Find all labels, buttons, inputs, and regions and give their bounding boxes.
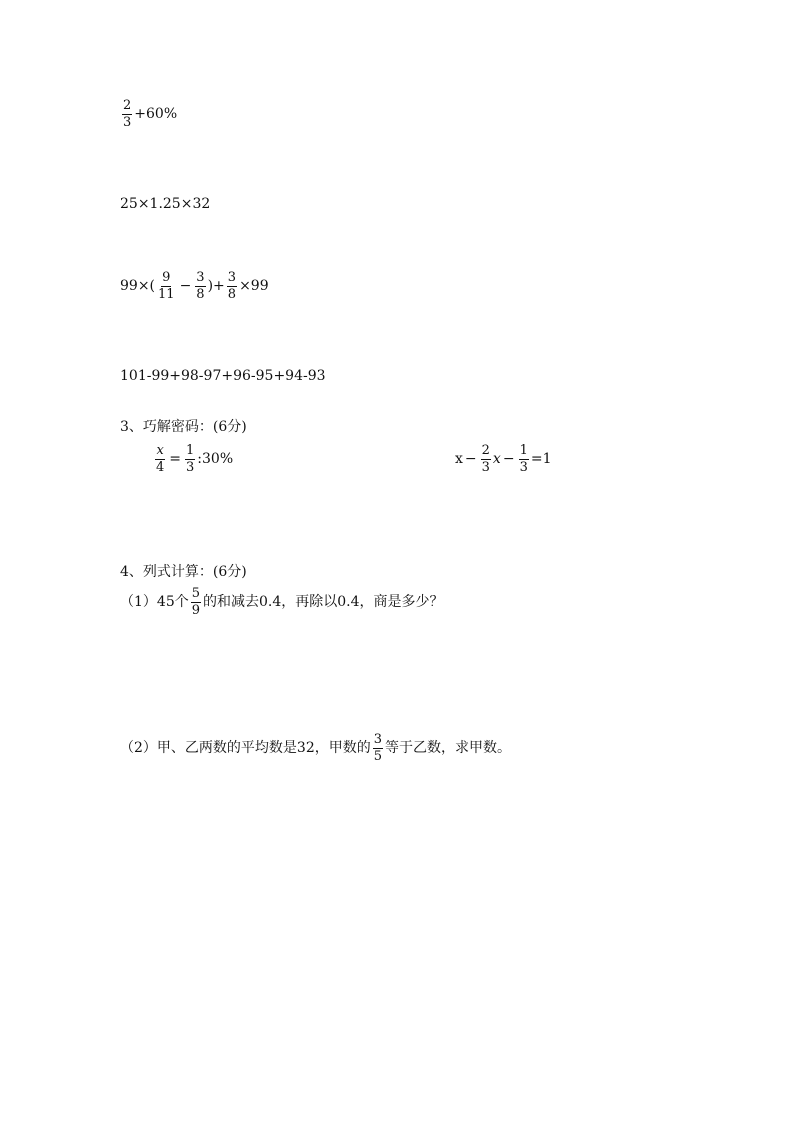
equation-1 xyxy=(153,444,233,474)
question-text: 等于乙数，求甲数。 xyxy=(385,740,512,757)
fraction-denominator: 9 xyxy=(191,602,201,618)
expression-text: 99×( xyxy=(120,278,156,295)
fraction-numerator: 3 xyxy=(196,270,205,285)
heading-text: 3、巧解密码：(6分) xyxy=(120,419,247,435)
fraction-denominator: 3 xyxy=(123,114,132,130)
fraction xyxy=(227,271,237,301)
calc-expression-3 xyxy=(120,271,269,301)
expression-text: 25×1.25×32 xyxy=(120,196,211,212)
variable-x: x xyxy=(492,451,501,468)
fraction-denominator: 4 xyxy=(156,459,165,475)
expression-text: =1 xyxy=(530,451,552,468)
question-2 xyxy=(120,733,511,763)
expression-text: +60% xyxy=(134,106,178,123)
calc-expression-2 xyxy=(120,197,210,211)
expression-text: ×99 xyxy=(239,278,269,295)
fraction xyxy=(191,587,201,617)
fraction-denominator: 3 xyxy=(186,459,195,475)
fraction-numerator: 1 xyxy=(186,443,195,458)
minus-sign: − xyxy=(179,278,192,295)
fraction-denominator: 8 xyxy=(227,286,237,302)
fraction-denominator: 11 xyxy=(158,286,175,302)
fraction-numerator: 5 xyxy=(191,586,201,601)
fraction xyxy=(157,271,176,301)
calc-expression-4 xyxy=(120,369,326,383)
question-text: （2）甲、乙两数的平均数是32，甲数的 xyxy=(120,740,371,757)
fraction xyxy=(155,444,165,474)
fraction xyxy=(519,444,529,474)
fraction-denominator: 3 xyxy=(481,459,490,475)
fraction-denominator: 3 xyxy=(519,459,528,475)
fraction xyxy=(122,99,132,129)
equation-2 xyxy=(455,444,551,474)
fraction-denominator: 5 xyxy=(373,748,383,764)
question-1 xyxy=(120,587,444,617)
fraction-numerator: 3 xyxy=(373,732,383,747)
question-text: （1）45个 xyxy=(120,594,189,611)
expression-text: )+ xyxy=(207,278,225,295)
expression-text: :30% xyxy=(197,451,234,468)
calc-expression-1 xyxy=(120,99,177,129)
fraction-numerator: x xyxy=(156,443,164,458)
expression-text: 101-99+98-97+96-95+94-93 xyxy=(120,368,326,384)
question-text: 的和减去0.4，再除以0.4，商是多少？ xyxy=(203,594,444,611)
minus-sign: − xyxy=(464,451,477,468)
fraction xyxy=(373,733,383,763)
minus-sign: − xyxy=(502,451,515,468)
fraction xyxy=(185,444,195,474)
fraction-numerator: 2 xyxy=(123,98,132,113)
heading-text: 4、列式计算：(6分) xyxy=(120,564,247,580)
fraction-numerator: 9 xyxy=(162,270,171,285)
section-4-heading xyxy=(120,565,247,579)
section-3-heading xyxy=(120,420,247,434)
fraction-denominator: 8 xyxy=(196,286,205,302)
fraction-numerator: 3 xyxy=(227,270,237,285)
fraction xyxy=(481,444,491,474)
fraction-numerator: 1 xyxy=(519,443,528,458)
variable-x: x xyxy=(455,451,463,468)
fraction-numerator: 2 xyxy=(481,443,490,458)
fraction xyxy=(195,271,205,301)
equals-sign: = xyxy=(169,451,182,468)
